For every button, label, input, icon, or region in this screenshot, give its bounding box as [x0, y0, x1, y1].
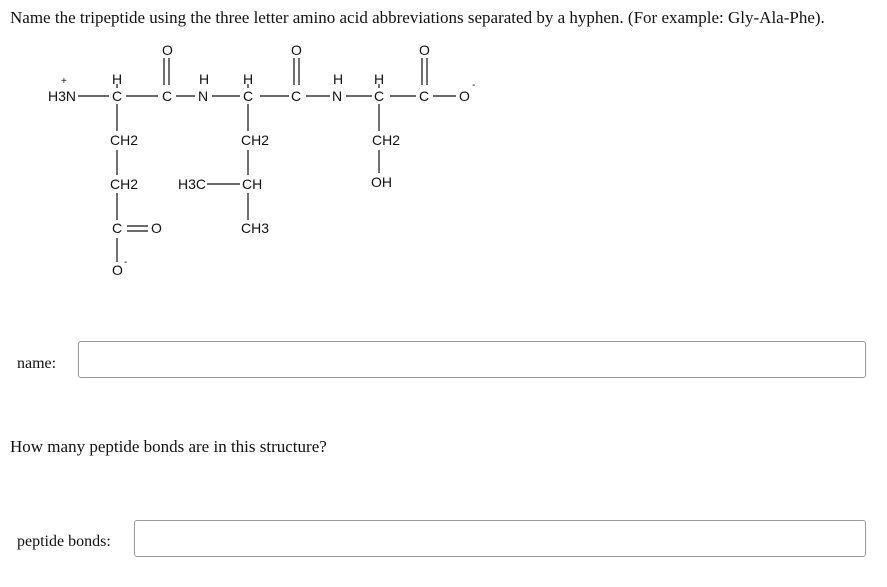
amide-nitrogen-2: N — [332, 88, 343, 104]
side-chain-1-charge: - — [124, 257, 128, 268]
carbonyl-carbon-2: C — [291, 88, 302, 104]
side-chain-1-ch2-b: CH2 — [110, 176, 139, 192]
side-chain-1-carboxylate-oxygen: O — [112, 262, 123, 278]
backbone-h-label: H — [374, 71, 385, 87]
backbone-h-label: H — [243, 71, 254, 87]
question-name-prompt: Name the tripeptide using the three letter amino acid abbreviations separated by a hyphen. (For example: Gly-Ala-Phe). — [10, 8, 825, 27]
carboxylate-oxygen: O — [459, 88, 470, 104]
carbonyl-oxygen-1: O — [162, 42, 173, 58]
side-chain-1-carbon: C — [112, 220, 123, 236]
tripeptide-structure — [0, 36, 520, 286]
backbone-h-label: H — [112, 71, 123, 87]
side-chain-2-ch2: CH2 — [241, 132, 270, 148]
alpha-carbon-2: C — [243, 88, 254, 104]
n-terminus-charge: + — [61, 76, 67, 87]
alpha-carbon-3: C — [374, 88, 385, 104]
side-chain-3-oh: OH — [371, 174, 392, 190]
carbonyl-carbon-1: C — [162, 88, 173, 104]
side-chain-2-ch: CH — [242, 176, 263, 192]
side-chain-2-ch3: CH3 — [241, 220, 270, 236]
amide-nitrogen-1: N — [198, 88, 209, 104]
carboxyl-oxygen-double: O — [419, 42, 430, 58]
alpha-carbon-1: C — [112, 88, 123, 104]
peptide-bonds-input[interactable] — [134, 520, 866, 557]
side-chain-1-ch2-a: CH2 — [110, 132, 139, 148]
carbonyl-oxygen-2: O — [291, 42, 302, 58]
backbone-h-label: H — [199, 71, 210, 87]
side-chain-2-methyl: H3C — [178, 176, 207, 192]
side-chain-3-ch2: CH2 — [372, 132, 401, 148]
n-terminus-label: H3N — [48, 88, 77, 104]
question-peptide-bonds-prompt: How many peptide bonds are in this structure? — [10, 437, 327, 456]
name-label: name: — [17, 355, 57, 372]
carboxyl-carbon: C — [419, 88, 430, 104]
backbone-h-label: H — [333, 71, 344, 87]
side-chain-1-carbonyl-oxygen: O — [151, 220, 162, 236]
peptide-bonds-label: peptide bonds: — [17, 533, 111, 550]
c-terminus-charge: - — [472, 80, 476, 91]
name-input[interactable] — [78, 341, 866, 378]
